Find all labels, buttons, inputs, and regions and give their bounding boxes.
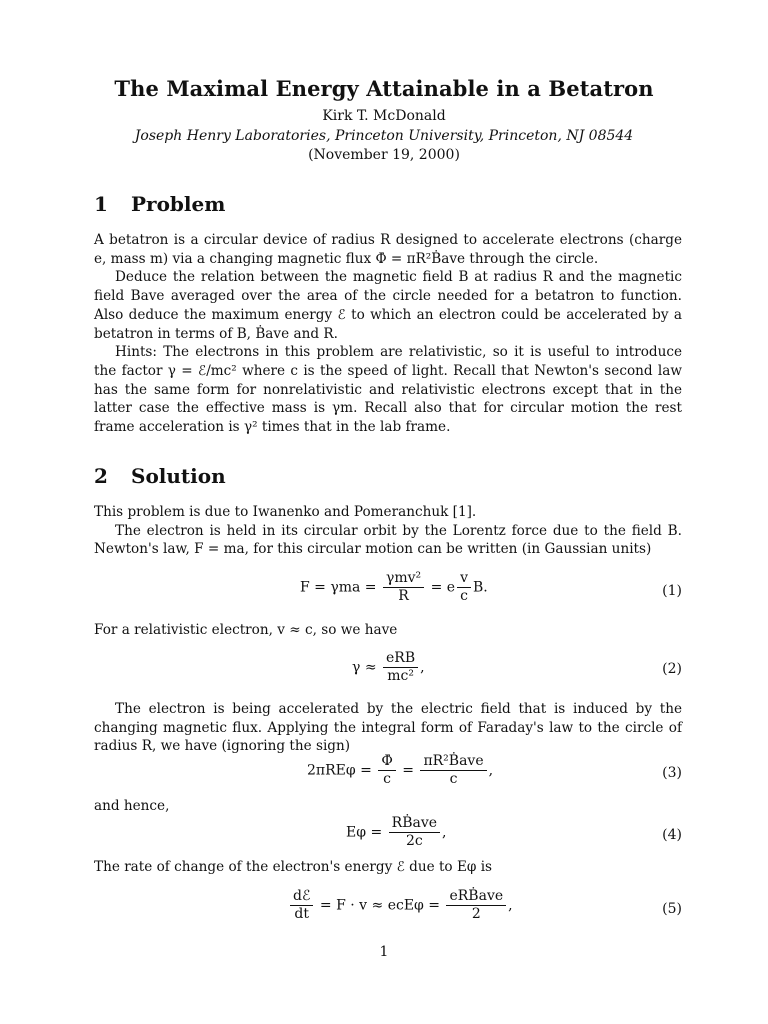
section-1-body [94,231,682,437]
equation-body: γ ≈ $\frac{\text{eRB}}{\text{mc²}}$ , [352,650,425,684]
equation-number: (4) [662,827,682,843]
section-title: Solution [131,464,226,488]
equation-3 [94,753,682,795]
fraction: $\frac{v}{c}$ [457,570,471,605]
page-number: 1 [379,944,389,960]
equation-number: (5) [662,901,682,917]
paper-title: The Maximal Energy Attainable in a Betatron [114,76,654,101]
fraction: $\frac{\text{πR²Ḃave}}{c}$ [420,753,486,788]
paragraph: The rate of change of the electron's energy ℰ due to Eφ is [94,859,493,875]
equation-2 [94,650,682,690]
author-name: Kirk T. McDonald [322,108,446,124]
fraction: $\frac{\text{eRḂave}}{2}$ [446,888,506,923]
paragraph: Deduce the relation between the magnetic field B at radius R and the magnetic field Bave averaged over the area of the circle needed for a betatron to function. Also deduce the maximum energy ℰ to which an electron could be accelerated by a betatron in terms of B, Ḃave and R. [94,269,682,342]
equation-4 [94,815,682,857]
paragraph: A betatron is a circular device of radius R designed to accelerate electrons (charge e, mass m) via a changing magnetic flux Φ̇ = πR²Ḃave through the circle. [94,232,682,267]
equation-5 [94,888,682,932]
equation-number: (2) [662,661,682,677]
fraction: $\frac{\text{eRB}}{\text{mc²}}$ [383,650,418,685]
equation-number: (3) [662,765,682,781]
section-title: Problem [131,192,226,216]
section-2-intro [94,503,682,559]
equation-body: Eφ = $\frac{\text{RḂave}}{2c}$ , [346,815,447,849]
section-number: 1 [94,192,108,216]
fraction: $\frac{\Phi̇}{c}$ [378,753,395,788]
section-number: 2 [94,464,108,488]
equation-number: (1) [662,583,682,599]
section-2-faraday [94,700,682,756]
equation-1 [94,570,682,614]
paragraph: Hints: The electrons in this problem are relativistic, so it is useful to introduce the factor γ = ℰ/mc² where c is the speed of light. Recall that Newton's second law has the same form for nonrelativistic and relativistic electrons except that in the latter case the effective mass is γm. Recall also that for circular motion the rest frame acceleration is γ² times that in the lab frame. [94,344,682,436]
section-1-heading [94,192,225,216]
paragraph: For a relativistic electron, v ≈ c, so we have [94,622,398,638]
author-affiliation: Joseph Henry Laboratories, Princeton University, Princeton, NJ 08544 [134,128,634,144]
paragraph: The electron is being accelerated by the electric field that is induced by the changing magnetic flux. Applying the integral form of Faraday's law to the circle of radius R, we have (ignoring the sign) [94,701,682,755]
paragraph: This problem is due to Iwanenko and Pomeranchuk [1]. [94,504,477,520]
equation-body: F = γma = $\frac{\text{γmv²}}{R}$ = e $\frac{v}{c}$ B. [300,570,488,604]
paper-date: (November 19, 2000) [308,147,460,163]
equation-body: 2πREφ = $\frac{\Phi̇}{c}$ = $\frac{\text{πR²Ḃave}}{c}$ , [307,753,494,787]
fraction: $\frac{\text{dℰ}}{dt}$ [290,888,313,923]
fraction: $\frac{\text{RḂave}}{2c}$ [389,815,440,850]
fraction: $\frac{\text{γmv²}}{R}$ [383,570,424,605]
section-2-heading [94,464,226,488]
paragraph: and hence, [94,798,170,814]
paragraph: The electron is held in its circular orbit by the Lorentz force due to the field B. Newton's law, F = ma, for this circular motion can be written (in Gaussian units) [94,522,682,558]
equation-body: $\frac{\text{dℰ}}{dt}$ = F · v ≈ ecEφ = $\frac{\text{eRḂave}}{2}$ , [288,888,513,923]
